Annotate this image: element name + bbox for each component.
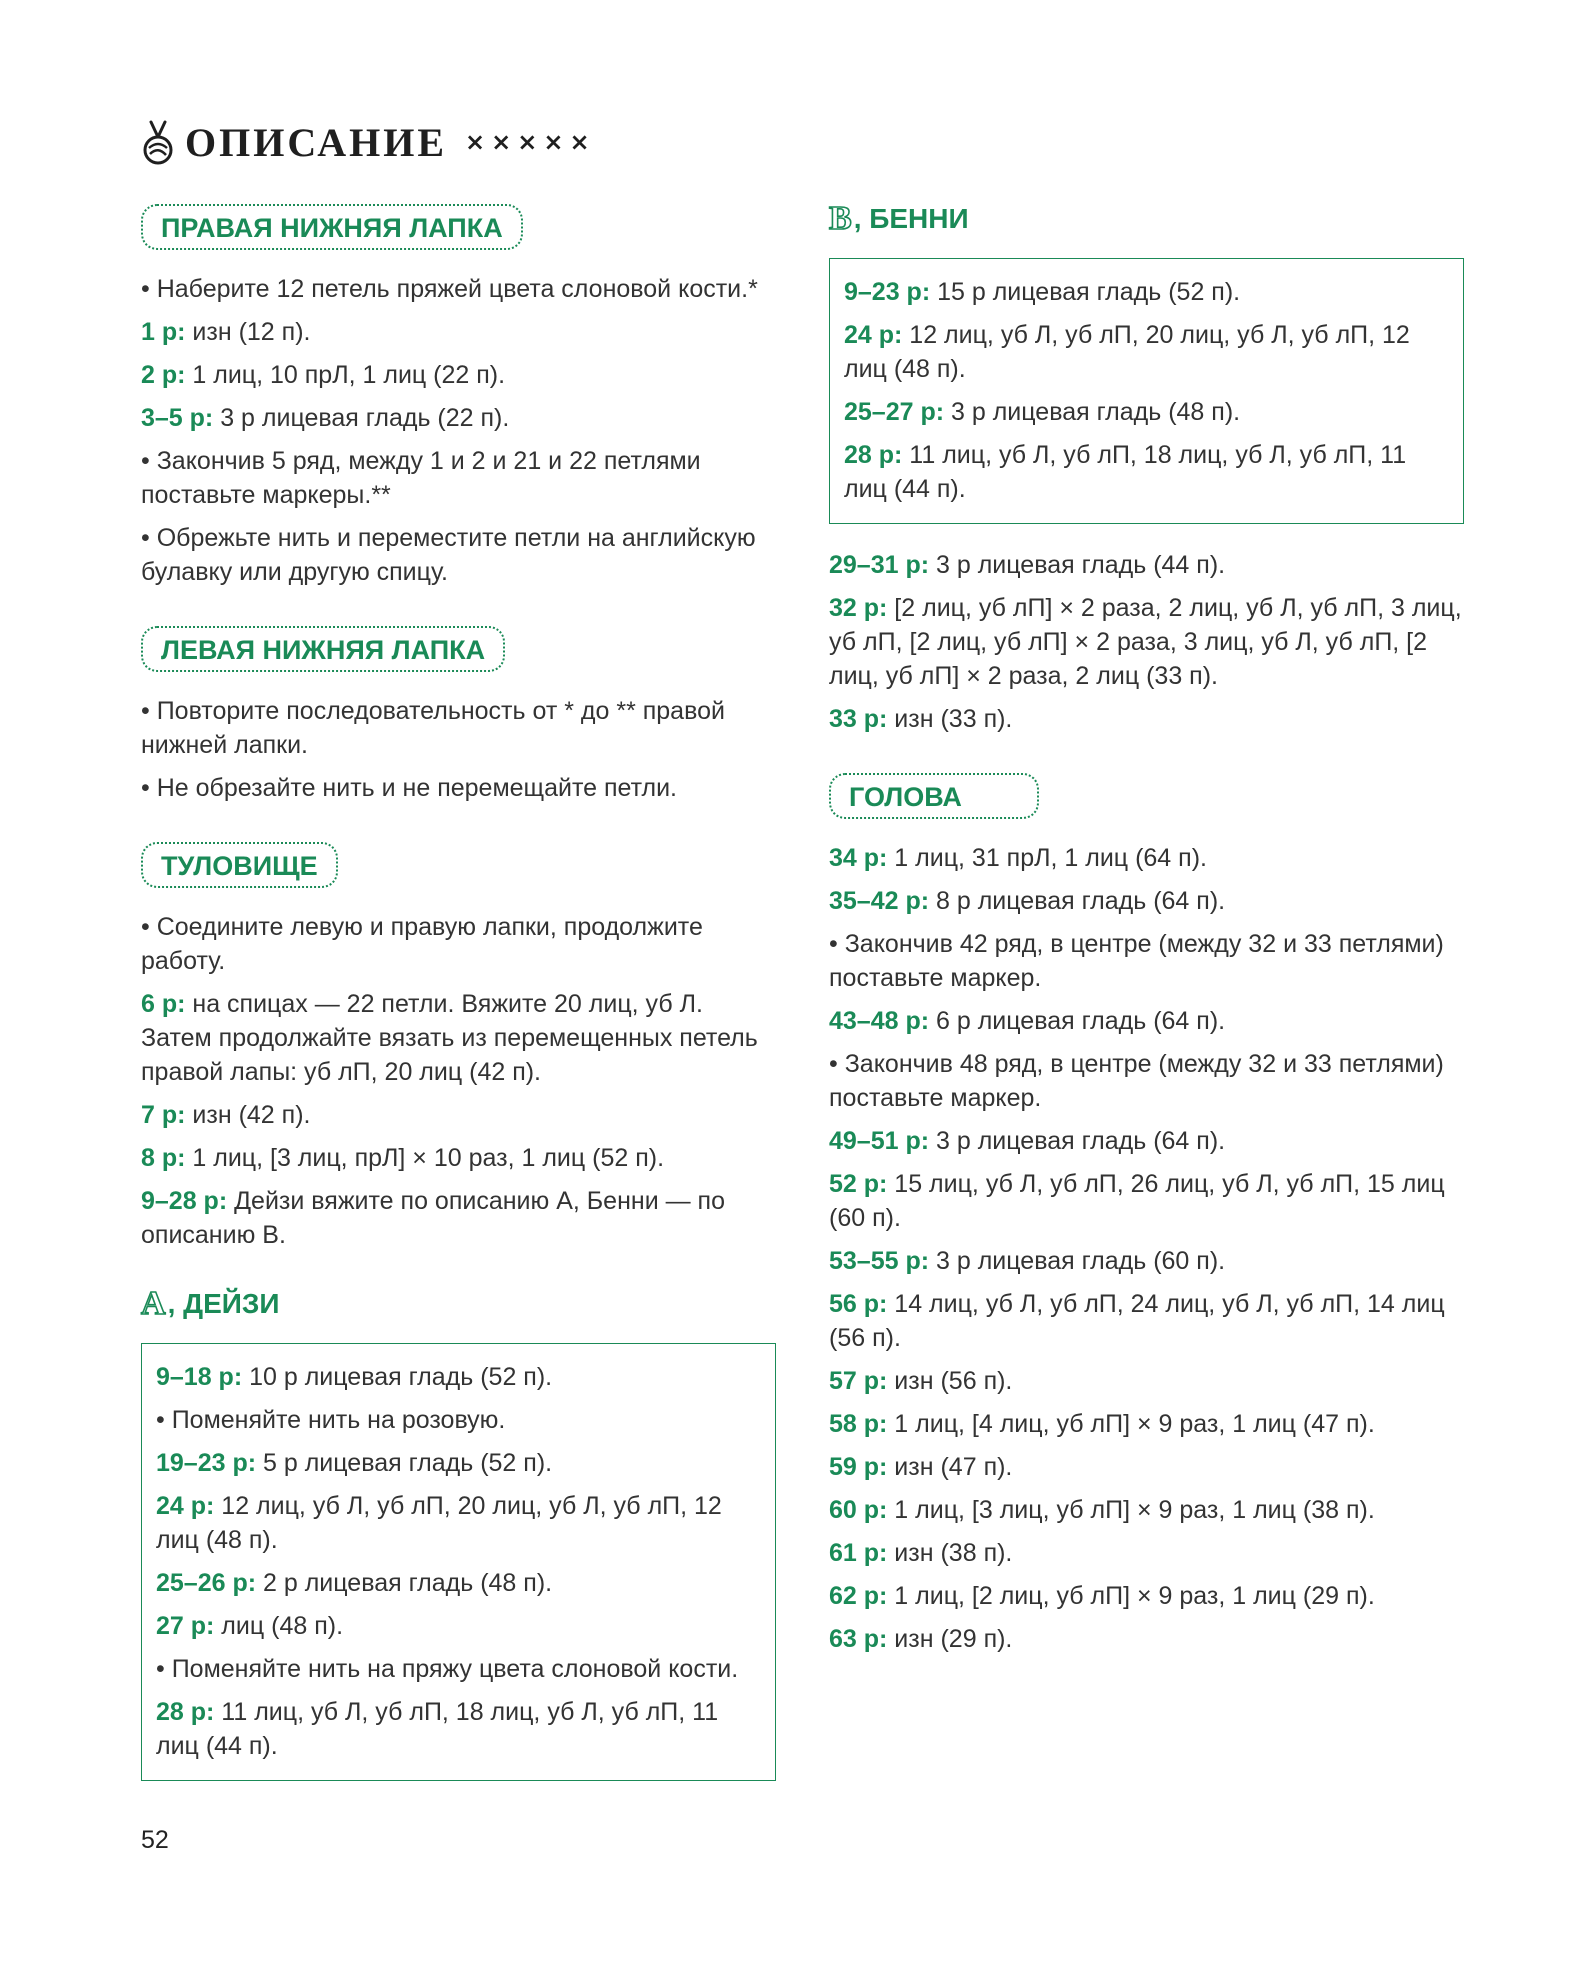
- row-instruction: [156, 1695, 761, 1763]
- row-number: 58 р:: [829, 1410, 888, 1438]
- section-daisy: [141, 1285, 776, 1781]
- row-number: 9–18 р:: [156, 1363, 243, 1391]
- row-instruction: [844, 395, 1449, 429]
- bullet: • Поменяйте нить на розовую.: [156, 1406, 506, 1434]
- row-instruction: [829, 591, 1464, 693]
- row-instruction: [141, 315, 776, 349]
- row-number: 7 р:: [141, 1101, 186, 1129]
- benny-instructions-box: [829, 258, 1464, 524]
- section-benny: [829, 200, 1464, 524]
- page-title: ОПИСАНИЕ: [185, 119, 448, 165]
- section-left-lower-paw: [141, 622, 776, 805]
- row-text: 6 р лицевая гладь (64 п).: [929, 1007, 1226, 1035]
- row-text: 3 р лицевая гладь (48 п).: [944, 398, 1241, 426]
- section-title-body: ТУЛОВИЩЕ: [141, 842, 338, 888]
- row-instruction: [844, 438, 1449, 506]
- row-number: 28 р:: [844, 441, 903, 469]
- row-instruction: [141, 1184, 776, 1252]
- row-instruction: [829, 1004, 1464, 1038]
- row-text: изн (38 п).: [887, 1539, 1013, 1567]
- row-instruction: [829, 548, 1464, 582]
- row-text: 14 лиц, уб Л, уб лП, 24 лиц, уб Л, уб лП, 14 лиц (56 п).: [829, 1290, 1445, 1352]
- row-instruction: [829, 1364, 1464, 1398]
- row-number: 19–23 р:: [156, 1449, 257, 1477]
- row-number: 59 р:: [829, 1453, 888, 1481]
- yarn-ball-icon: [141, 118, 175, 166]
- daisy-instructions-box: [141, 1343, 776, 1781]
- variant-letter-a: A: [141, 1285, 166, 1322]
- row-instruction: [141, 401, 776, 435]
- bullet: • Закончив 5 ряд, между 1 и 2 и 21 и 22 петлями поставьте маркеры.**: [141, 447, 701, 509]
- section-title-head: ГОЛОВА: [829, 773, 1039, 819]
- page-header: [141, 118, 596, 166]
- page-number: 52: [141, 1826, 169, 1854]
- bullet: • Поменяйте нить на пряжу цвета слоновой кости.: [156, 1655, 739, 1683]
- section-title-left-lower-paw: ЛЕВАЯ НИЖНЯЯ ЛАПКА: [141, 626, 505, 672]
- row-text: изн (29 п).: [887, 1625, 1013, 1653]
- section-head: [829, 769, 1464, 1656]
- bullet: • Закончив 48 ряд, в центре (между 32 и 33 петлями) поставьте маркер.: [829, 1050, 1444, 1112]
- row-number: 63 р:: [829, 1625, 888, 1653]
- title-crosses-decoration: ×××××: [465, 128, 596, 156]
- row-instruction: [141, 987, 776, 1089]
- row-instruction: [844, 318, 1449, 386]
- row-number: 9–28 р:: [141, 1187, 228, 1215]
- row-number: 34 р:: [829, 844, 888, 872]
- row-text: 11 лиц, уб Л, уб лП, 18 лиц, уб Л, уб лП, 11 лиц (44 п).: [156, 1698, 719, 1760]
- row-number: 32 р:: [829, 594, 888, 622]
- row-text: 2 р лицевая гладь (48 п).: [256, 1569, 553, 1597]
- row-number: 25–26 р:: [156, 1569, 257, 1597]
- bullet: • Повторите последовательность от * до ** правой нижней лапки.: [141, 697, 725, 759]
- row-instruction: [141, 1098, 776, 1132]
- row-text: 8 р лицевая гладь (64 п).: [929, 887, 1226, 915]
- row-number: 60 р:: [829, 1496, 888, 1524]
- row-text: 3 р лицевая гладь (60 п).: [929, 1247, 1226, 1275]
- row-instruction: [141, 1141, 776, 1175]
- row-instruction: [829, 884, 1464, 918]
- row-instruction: [829, 1579, 1464, 1613]
- benny-heading: [829, 200, 1464, 238]
- row-number: 1 р:: [141, 318, 186, 346]
- row-instruction: [829, 1124, 1464, 1158]
- row-text: 3 р лицевая гладь (22 п).: [213, 404, 510, 432]
- row-number: 57 р:: [829, 1367, 888, 1395]
- row-instruction: [829, 1244, 1464, 1278]
- row-text: изн (56 п).: [887, 1367, 1013, 1395]
- row-instruction: [829, 1493, 1464, 1527]
- variant-name: , БЕННИ: [853, 203, 969, 234]
- row-text: изн (33 п).: [887, 705, 1013, 733]
- row-number: 49–51 р:: [829, 1127, 930, 1155]
- row-text: 1 лиц, [3 лиц, прЛ] × 10 раз, 1 лиц (52 п).: [185, 1144, 665, 1172]
- row-instruction: [829, 702, 1464, 736]
- row-instruction: [829, 1450, 1464, 1484]
- row-text: изн (47 п).: [887, 1453, 1013, 1481]
- row-instruction: [156, 1566, 761, 1600]
- row-number: 29–31 р:: [829, 551, 930, 579]
- row-text: 1 лиц, 31 прЛ, 1 лиц (64 п).: [887, 844, 1207, 872]
- row-instruction: [829, 1536, 1464, 1570]
- row-number: 24 р:: [156, 1492, 215, 1520]
- row-text: 3 р лицевая гладь (44 п).: [929, 551, 1226, 579]
- section-body: [141, 838, 776, 1252]
- left-column: [141, 200, 776, 1805]
- row-instruction: [156, 1446, 761, 1480]
- row-text: 1 лиц, [3 лиц, уб лП] × 9 раз, 1 лиц (38 п).: [887, 1496, 1375, 1524]
- row-number: 62 р:: [829, 1582, 888, 1610]
- row-text: изн (12 п).: [185, 318, 311, 346]
- row-number: 3–5 р:: [141, 404, 214, 432]
- bullet: • Обрежьте нить и переместите петли на английскую булавку или другую спицу.: [141, 524, 756, 586]
- section-right-lower-paw: [141, 200, 776, 589]
- bullet: • Соедините левую и правую лапки, продолжите работу.: [141, 913, 703, 975]
- row-number: 2 р:: [141, 361, 186, 389]
- row-number: 24 р:: [844, 321, 903, 349]
- row-instruction: [844, 275, 1449, 309]
- row-instruction: [829, 841, 1464, 875]
- row-instruction: [156, 1360, 761, 1394]
- row-text: [2 лиц, уб лП] × 2 раза, 2 лиц, уб Л, уб лП, 3 лиц, уб лП, [2 лиц, уб лП] × 2 раза, 3 лиц, уб Л, уб лП, [2 лиц, уб лП] × 2 раза, 2 лиц (33 п).: [829, 594, 1462, 690]
- row-number: 8 р:: [141, 1144, 186, 1172]
- row-instruction: [141, 358, 776, 392]
- row-text: 1 лиц, [2 лиц, уб лП] × 9 раз, 1 лиц (29 п).: [887, 1582, 1375, 1610]
- row-text: 15 р лицевая гладь (52 п).: [930, 278, 1241, 306]
- row-text: Дейзи вяжите по описанию А, Бенни — по описанию В.: [141, 1187, 725, 1249]
- right-column: [829, 200, 1464, 1665]
- row-number: 28 р:: [156, 1698, 215, 1726]
- variant-letter-b: B: [829, 200, 852, 237]
- row-number: 9–23 р:: [844, 278, 931, 306]
- row-text: 10 р лицевая гладь (52 п).: [242, 1363, 553, 1391]
- row-number: 61 р:: [829, 1539, 888, 1567]
- row-text: 12 лиц, уб Л, уб лП, 20 лиц, уб Л, уб лП, 12 лиц (48 п).: [844, 321, 1410, 383]
- row-number: 43–48 р:: [829, 1007, 930, 1035]
- row-text: 15 лиц, уб Л, уб лП, 26 лиц, уб Л, уб лП, 15 лиц (60 п).: [829, 1170, 1445, 1232]
- row-text: 1 лиц, 10 прЛ, 1 лиц (22 п).: [185, 361, 506, 389]
- row-number: 33 р:: [829, 705, 888, 733]
- row-text: лиц (48 п).: [214, 1612, 344, 1640]
- row-instruction: [829, 1167, 1464, 1235]
- section-title-right-lower-paw: ПРАВАЯ НИЖНЯЯ ЛАПКА: [141, 204, 523, 250]
- bullet: • Не обрезайте нить и не перемещайте петли.: [141, 774, 677, 802]
- row-text: 3 р лицевая гладь (64 п).: [929, 1127, 1226, 1155]
- row-instruction: [829, 1407, 1464, 1441]
- bullet: • Наберите 12 петель пряжей цвета слоновой кости.*: [141, 275, 758, 303]
- row-number: 27 р:: [156, 1612, 215, 1640]
- row-text: 1 лиц, [4 лиц, уб лП] × 9 раз, 1 лиц (47 п).: [887, 1410, 1375, 1438]
- row-number: 6 р:: [141, 990, 186, 1018]
- row-number: 52 р:: [829, 1170, 888, 1198]
- row-instruction: [829, 1622, 1464, 1656]
- daisy-heading: [141, 1285, 776, 1323]
- variant-name: , ДЕЙЗИ: [167, 1288, 280, 1319]
- row-instruction: [829, 1287, 1464, 1355]
- row-instruction: [156, 1609, 761, 1643]
- row-text: 11 лиц, уб Л, уб лП, 18 лиц, уб Л, уб лП, 11 лиц (44 п).: [844, 441, 1407, 503]
- row-text: 5 р лицевая гладь (52 п).: [256, 1449, 553, 1477]
- row-number: 35–42 р:: [829, 887, 930, 915]
- row-text: изн (42 п).: [185, 1101, 311, 1129]
- row-instruction: [156, 1489, 761, 1557]
- row-number: 53–55 р:: [829, 1247, 930, 1275]
- row-text: на спицах — 22 петли. Вяжите 20 лиц, уб Л. Затем продолжайте вязать из перемещенных петель правой лапы: уб лП, 20 лиц (42 п).: [141, 990, 758, 1086]
- row-text: 12 лиц, уб Л, уб лП, 20 лиц, уб Л, уб лП, 12 лиц (48 п).: [156, 1492, 722, 1554]
- bullet: • Закончив 42 ряд, в центре (между 32 и 33 петлями) поставьте маркер.: [829, 930, 1444, 992]
- row-number: 25–27 р:: [844, 398, 945, 426]
- section-after-variants: [829, 548, 1464, 736]
- row-number: 56 р:: [829, 1290, 888, 1318]
